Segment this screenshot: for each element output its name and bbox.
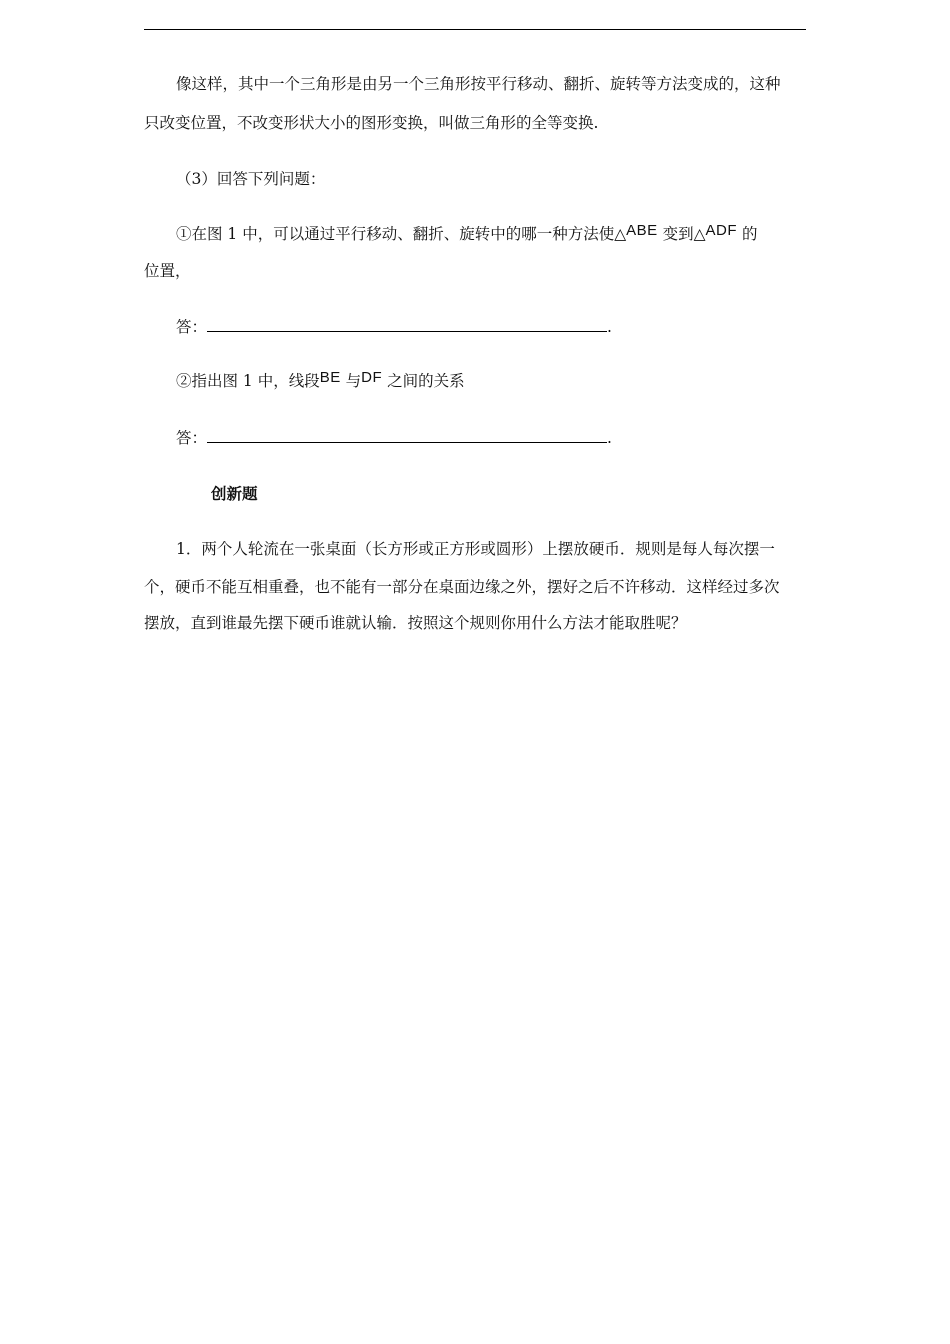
- problem-1-line-1: 1．两个人轮流在一张桌面（长方形或正方形或圆形）上摆放硬币．规则是每人每次摆一: [176, 540, 775, 558]
- answer-2-end: .: [607, 429, 612, 447]
- question-1: [144, 222, 838, 244]
- part3-title: （3）回答下列问题：: [176, 170, 326, 188]
- segment-df: DF: [361, 369, 383, 386]
- answer-1: [144, 318, 838, 336]
- answer-2-blank[interactable]: [207, 430, 607, 443]
- triangle-adf: ADF: [705, 222, 738, 239]
- header-rule: [144, 29, 806, 30]
- question-2: [144, 369, 838, 391]
- intro-line-1: 像这样，其中一个三角形是由另一个三角形按平行移动、翻折、旋转等方法变成的，这种: [176, 75, 781, 93]
- problem-1-line-3: 摆放，直到谁最先摆下硬币谁就认输．按照这个规则你用什么方法才能取胜呢？: [144, 614, 687, 632]
- q2-text-post: 之间的关系: [382, 372, 465, 390]
- triangle-abe: ABE: [626, 222, 658, 239]
- answer-2: [144, 429, 838, 447]
- q1-text-pre: ①在图 1 中，可以通过平行移动、翻折、旋转中的哪一种方法使△: [176, 225, 627, 243]
- question-1-line-2: 位置，: [144, 262, 191, 280]
- q2-text-mid: 与: [340, 372, 362, 390]
- q2-text-pre: ②指出图 1 中，线段: [176, 372, 320, 390]
- segment-be: BE: [319, 369, 341, 386]
- section-heading-innovation: 创新题: [211, 485, 258, 503]
- intro-line-2: 只改变位置，不改变形状大小的图形变换，叫做三角形的全等变换.: [144, 114, 599, 132]
- answer-2-label: 答：: [176, 429, 208, 447]
- q1-text-mid: 变到△: [657, 225, 706, 243]
- answer-1-label: 答：: [176, 318, 208, 336]
- problem-1-line-2: 个，硬币不能互相重叠，也不能有一部分在桌面边缘之外，摆好之后不许移动．这样经过多次: [144, 578, 780, 596]
- q1-text-post: 的: [737, 225, 758, 243]
- answer-1-blank[interactable]: [207, 319, 607, 332]
- answer-1-end: .: [607, 318, 612, 336]
